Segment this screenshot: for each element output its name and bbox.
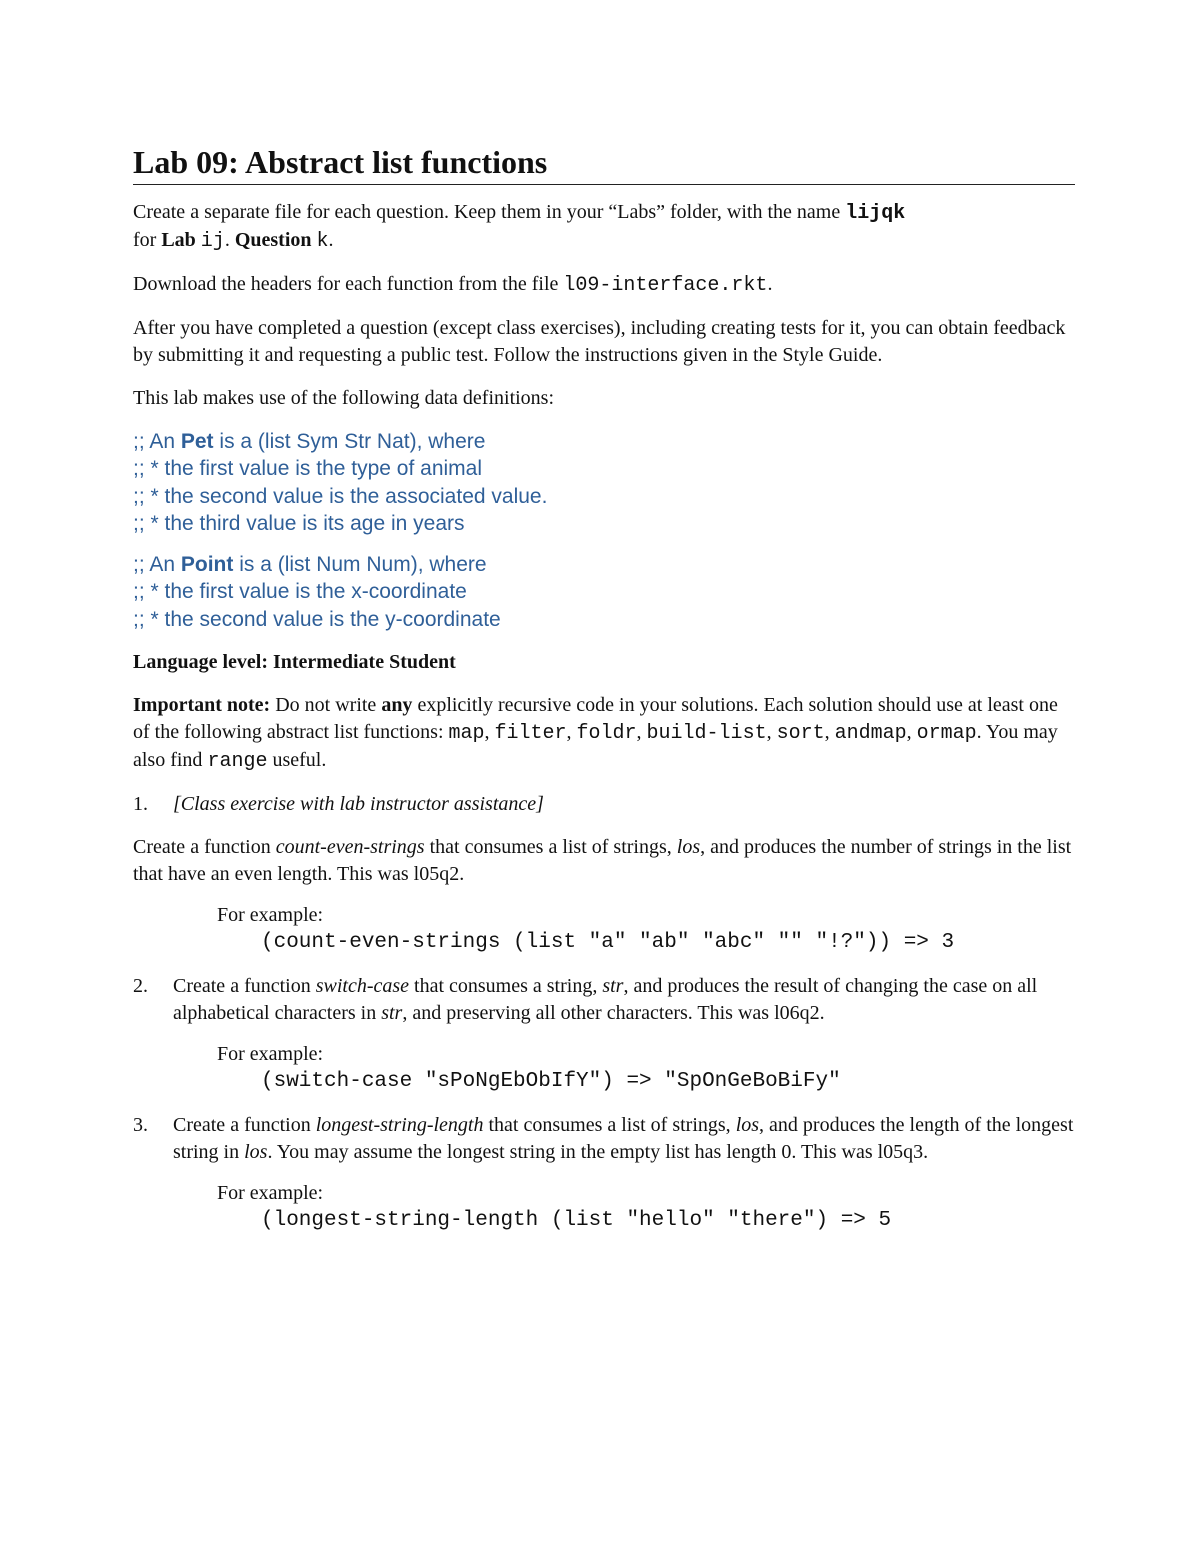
page-title: Lab 09: Abstract list functions [133, 140, 1075, 185]
pet-def-line: ;; * the first value is the type of animal [133, 457, 483, 481]
point-data-definition [133, 551, 1075, 633]
function-name: map [448, 722, 485, 746]
function-name: ormap [916, 722, 977, 746]
function-name: andmap [834, 722, 907, 746]
parameter-name: los [735, 1114, 760, 1137]
point-def-line [133, 551, 1075, 578]
intro-text: . [328, 229, 334, 251]
point-def-line: ;; * the second value is the y-coordinate [133, 607, 501, 631]
filename-pattern: lijqk [845, 202, 906, 225]
question-number: 2. [133, 975, 148, 998]
example-code: (switch-case "sPoNgEbObIfY") => "SpOnGeBoBiFy" [261, 1070, 841, 1094]
question-text: , and produces the length of the longest string in [173, 1114, 1074, 1164]
interface-filename: l09-interface.rkt [563, 274, 768, 297]
function-name: longest-string-length [315, 1114, 484, 1137]
function-name: sort [776, 722, 825, 746]
question-1 [133, 791, 1075, 818]
note-text: useful. [267, 749, 327, 772]
question-1-description [133, 834, 1075, 888]
intro-paragraph-files [133, 199, 1075, 255]
pet-def-line [133, 428, 1075, 455]
question-3-example [217, 1180, 1075, 1235]
intro-paragraph-feedback: After you have completed a question (except class exercises), including creating tests for it, you can obtain feedback by submitting it and requesting a public test. Follow the instructions given in the Style Guide. [133, 317, 1066, 366]
question-text: , and produces the result of changing the case on all alphabetical characters in [173, 975, 1038, 1025]
important-note [133, 692, 1075, 775]
function-name: build-list [646, 722, 767, 746]
note-label: Important note: [133, 694, 271, 717]
note-text: . You may also find [133, 721, 1058, 772]
separator: , [484, 721, 495, 744]
example-code: (longest-string-length (list "hello" "there") => 5 [261, 1209, 892, 1233]
function-name: filter [494, 722, 567, 746]
comment-text: ;; An [133, 430, 181, 453]
question-text: Create a function [173, 1114, 316, 1137]
intro-text: for [133, 229, 162, 251]
intro-text: Create a separate file for each question. Keep them in your “Labs” folder, with the name [133, 201, 846, 223]
separator: , [636, 721, 647, 744]
example-label: For example: [217, 1182, 324, 1205]
intro-text: Download the headers for each function from the file [133, 273, 564, 295]
note-emphasis: any [381, 694, 413, 717]
separator: , [566, 721, 577, 744]
pet-def-line: ;; * the third value is its age in years [133, 511, 465, 535]
type-name-point: Point [180, 553, 234, 577]
question-text: that consumes a list of strings, [483, 1114, 736, 1137]
point-def-line: ;; * the first value is the x-coordinate [133, 580, 467, 604]
separator: , [906, 721, 917, 744]
intro-paragraph-data-definitions: This lab makes use of the following data definitions: [133, 387, 555, 409]
pet-data-definition [133, 428, 1075, 537]
question-text: , and produces the number of strings in the list that have an even length. This was l05q2. [133, 836, 1072, 886]
parameter-name: str [602, 975, 624, 998]
pet-def-line: ;; * the second value is the associated value. [133, 484, 548, 508]
function-name: range [207, 750, 268, 774]
function-name: foldr [576, 722, 637, 746]
lab-label: Lab [161, 229, 196, 251]
question-text: . You may assume the longest string in the empty list has length 0. This was l05q3. [267, 1141, 929, 1164]
example-code: (count-even-strings (list "a" "ab" "abc" "" "!?")) => 3 [261, 931, 955, 955]
question-3 [133, 1112, 1075, 1166]
class-exercise-tag: [Class exercise with lab instructor assistance] [173, 793, 544, 816]
parameter-name: los [676, 836, 701, 859]
intro-paragraph-download [133, 271, 1075, 299]
separator: , [824, 721, 835, 744]
note-text: explicitly recursive code in your solutions. Each solution should use at least one of the following abstract list functions: [133, 694, 1058, 744]
question-number: 3. [133, 1114, 148, 1137]
language-level: Language level: Intermediate Student [133, 651, 456, 674]
comment-text: ;; An [133, 553, 181, 577]
function-name: count-even-strings [275, 836, 425, 859]
comment-text: is a (list Sym Str Nat), where [213, 430, 486, 453]
example-label: For example: [217, 1043, 324, 1066]
question-text: , and preserving all other characters. This was l06q2. [402, 1002, 825, 1025]
intro-text: . [224, 229, 235, 251]
intro-text: . [767, 273, 773, 295]
question-text: that consumes a list of strings, [424, 836, 677, 859]
comment-text: is a (list Num Num), where [233, 553, 487, 577]
parameter-name: str [381, 1002, 403, 1025]
function-name: switch-case [315, 975, 410, 998]
lab-number-code: ij [200, 230, 225, 253]
question-text: that consumes a string, [409, 975, 603, 998]
question-number: 1. [133, 793, 148, 816]
note-text: Do not write [270, 694, 382, 717]
parameter-name: los [244, 1141, 268, 1164]
question-label: Question [234, 229, 312, 251]
type-name-pet: Pet [180, 430, 214, 453]
example-label: For example: [217, 904, 324, 927]
question-text: Create a function [133, 836, 276, 859]
question-2-example [217, 1041, 1075, 1096]
question-number-code: k [316, 230, 329, 253]
question-text: Create a function [173, 975, 316, 998]
question-2 [133, 973, 1075, 1027]
separator: , [766, 721, 777, 744]
document-page [133, 140, 1075, 1235]
question-1-example [217, 902, 1075, 957]
